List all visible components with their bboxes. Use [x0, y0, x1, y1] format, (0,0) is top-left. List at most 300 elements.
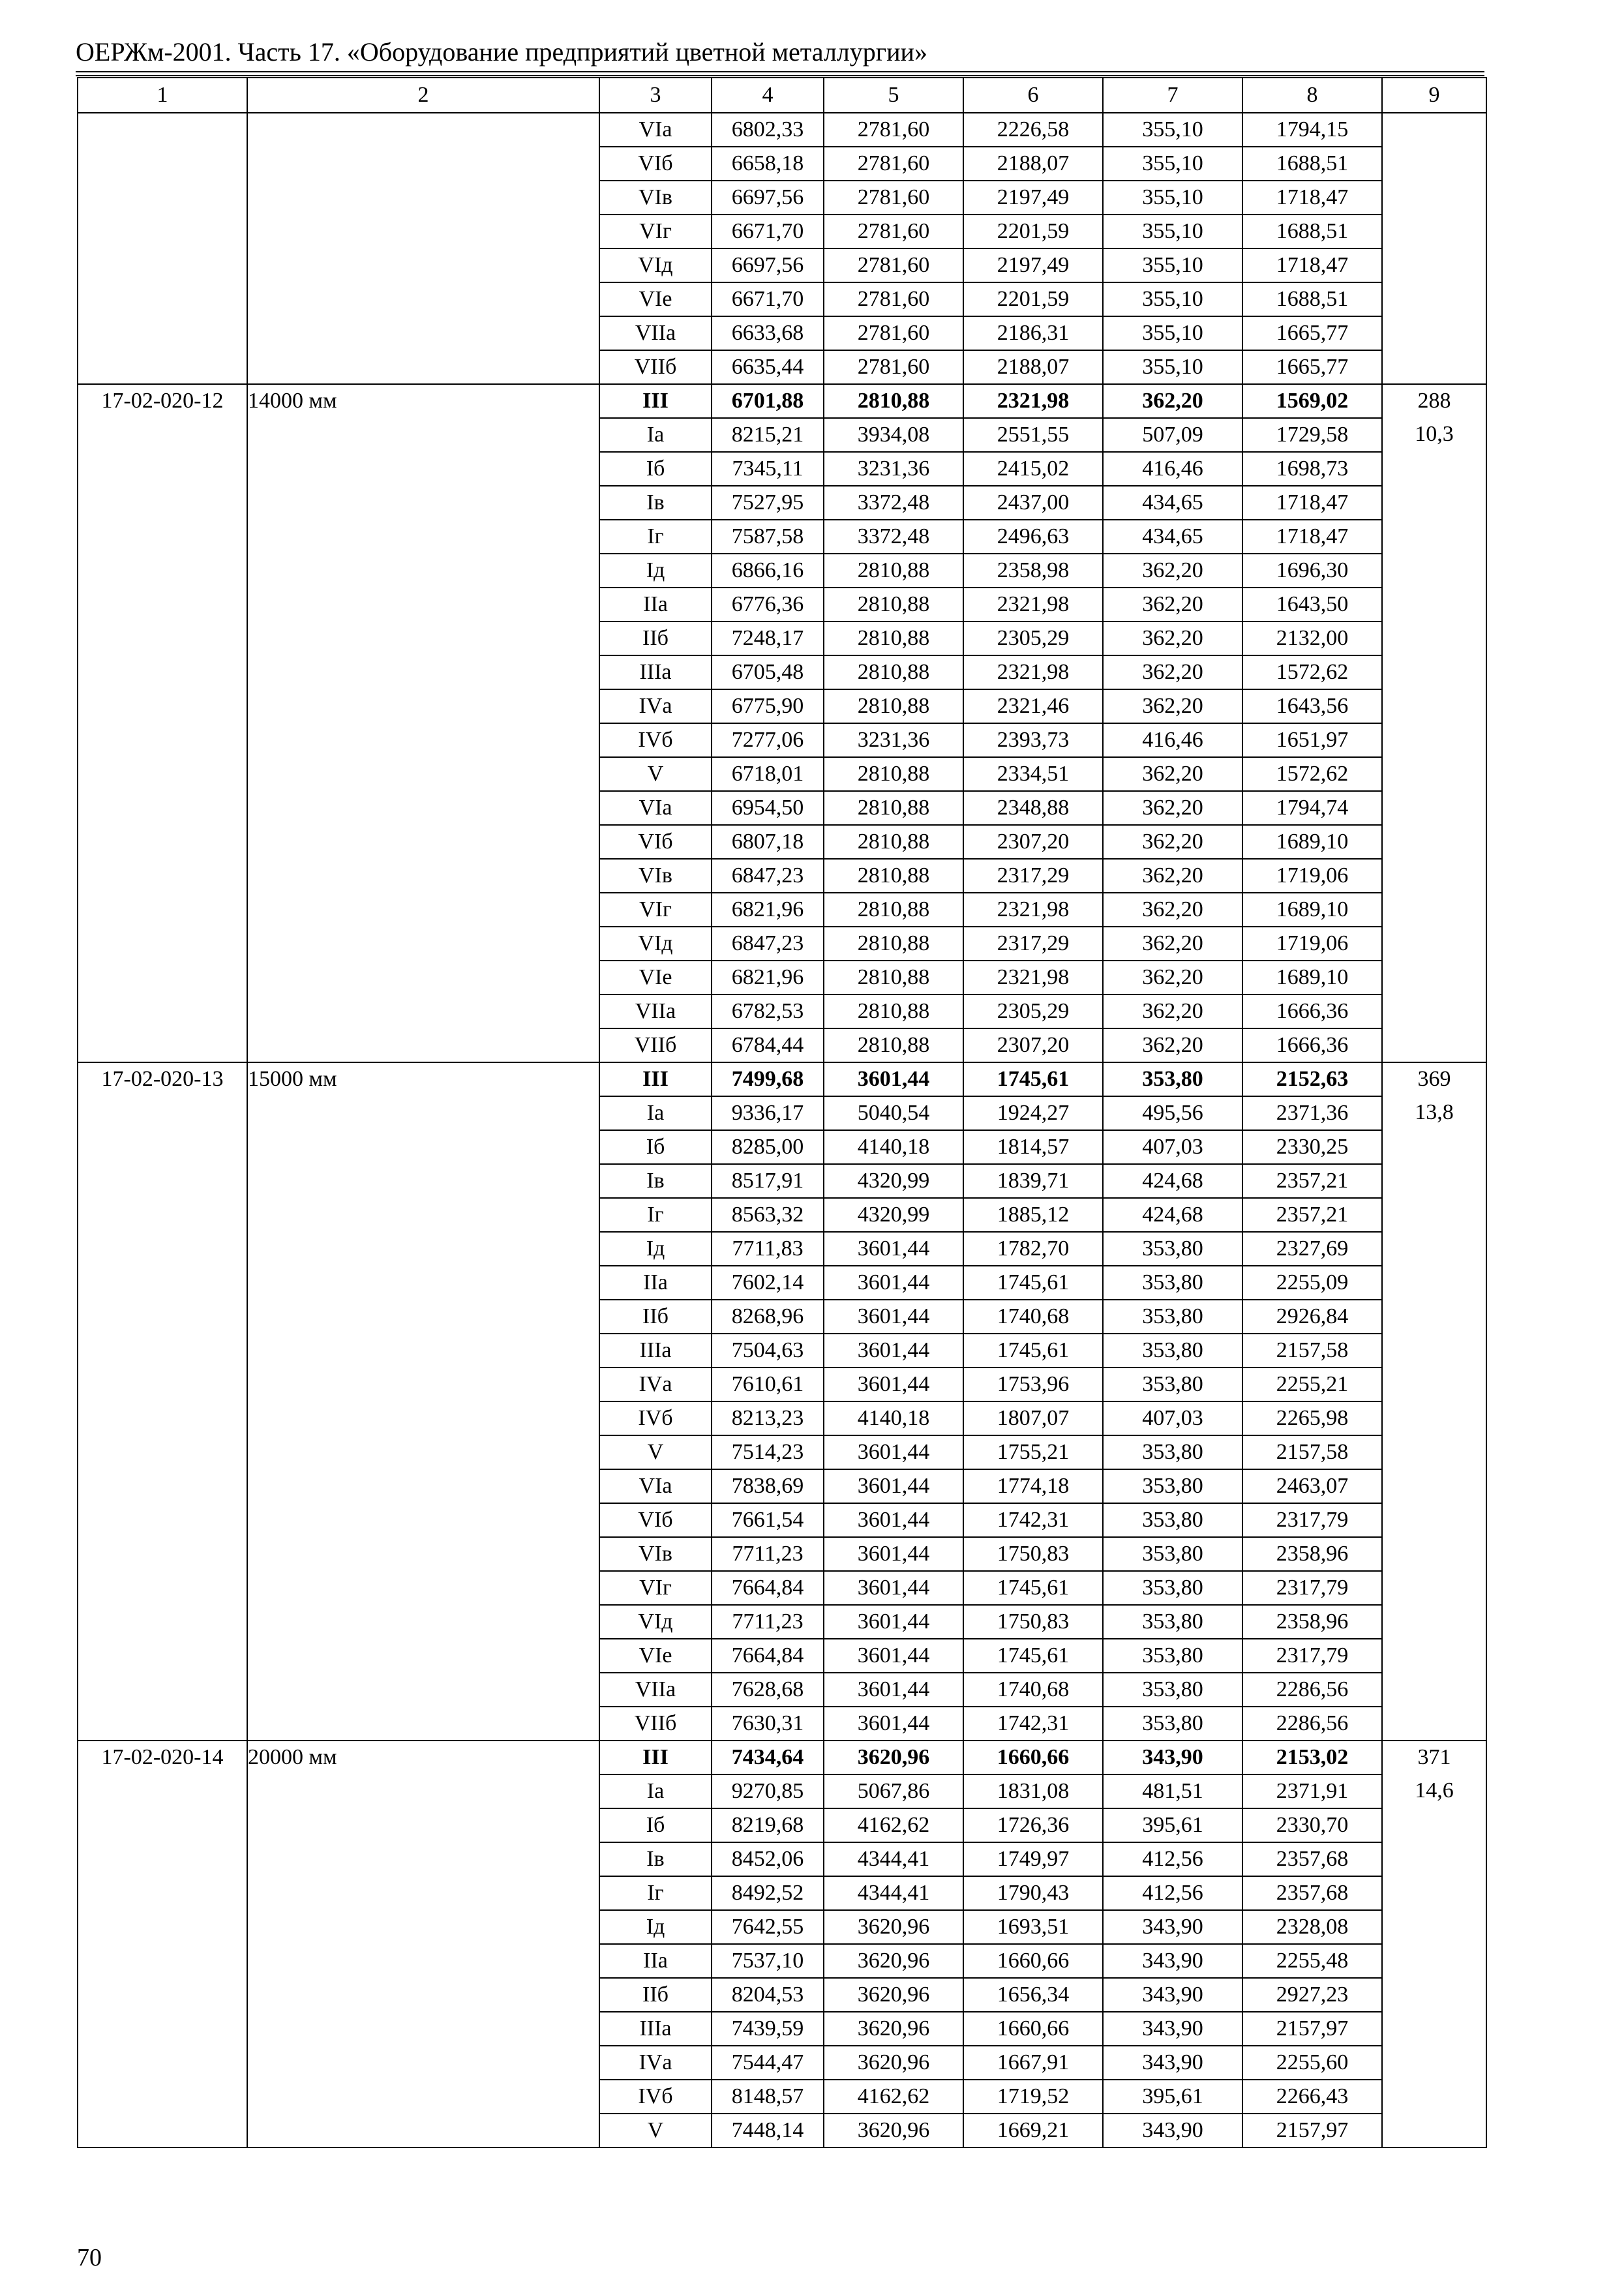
total-cost-cell: 6697,56 [712, 248, 824, 282]
total-cost-cell: 7544,47 [712, 2046, 824, 2080]
col5-cell: 2781,60 [824, 350, 963, 384]
col6-cell: 2307,20 [963, 1028, 1103, 1062]
col8-cell: 1643,56 [1242, 689, 1382, 723]
col7-cell: 362,20 [1103, 859, 1242, 893]
note-cell [1382, 1028, 1486, 1062]
col6-cell: 2317,29 [963, 927, 1103, 961]
row-code-cell [78, 215, 247, 248]
col6-cell: 1749,97 [963, 1842, 1103, 1876]
table-row [78, 1096, 1486, 1130]
table-row [78, 893, 1486, 927]
col7-cell: 353,80 [1103, 1503, 1242, 1537]
row-code-cell [78, 621, 247, 655]
col6-cell: 2226,58 [963, 113, 1103, 147]
table-row [78, 350, 1486, 384]
row-code-cell [78, 1198, 247, 1232]
col7-cell: 355,10 [1103, 215, 1242, 248]
row-name-cell [247, 689, 599, 723]
note-cell [1382, 757, 1486, 791]
table-row [78, 1062, 1486, 1096]
col8-cell: 1718,47 [1242, 248, 1382, 282]
col7-cell: 353,80 [1103, 1062, 1242, 1096]
col6-cell: 2321,98 [963, 655, 1103, 689]
row-code-cell [78, 181, 247, 215]
total-cost-cell: 6705,48 [712, 655, 824, 689]
table-row [78, 248, 1486, 282]
col5-cell: 2810,88 [824, 384, 963, 418]
note-cell [1382, 1808, 1486, 1842]
col6-cell: 1667,91 [963, 2046, 1103, 2080]
total-cost-cell: 6633,68 [712, 316, 824, 350]
table-row [78, 113, 1486, 147]
col8-cell: 2357,21 [1242, 1164, 1382, 1198]
variant-cell: Iа [599, 1774, 712, 1808]
total-cost-cell: 6784,44 [712, 1028, 824, 1062]
row-code-cell [78, 689, 247, 723]
col6-cell: 1790,43 [963, 1876, 1103, 1910]
variant-cell: VIб [599, 147, 712, 181]
total-cost-cell: 7661,54 [712, 1503, 824, 1537]
col6-cell: 2307,20 [963, 825, 1103, 859]
col8-cell: 2157,58 [1242, 1435, 1382, 1469]
table-row [78, 384, 1486, 418]
table-row [78, 1978, 1486, 2012]
total-cost-cell: 8219,68 [712, 1808, 824, 1842]
col5-cell: 2810,88 [824, 927, 963, 961]
col5-cell: 3620,96 [824, 1944, 963, 1978]
col8-cell: 2357,68 [1242, 1876, 1382, 1910]
row-code-cell [78, 1774, 247, 1808]
col8-cell: 1719,06 [1242, 859, 1382, 893]
note-cell [1382, 486, 1486, 520]
variant-cell: Iб [599, 1130, 712, 1164]
table-row [78, 1164, 1486, 1198]
total-cost-cell: 7277,06 [712, 723, 824, 757]
total-cost-cell: 8563,32 [712, 1198, 824, 1232]
note-cell [1382, 1130, 1486, 1164]
total-cost-cell: 8204,53 [712, 1978, 824, 2012]
col7-cell: 362,20 [1103, 825, 1242, 859]
row-name-cell [247, 418, 599, 452]
col6-cell: 1745,61 [963, 1639, 1103, 1673]
row-code-cell [78, 1469, 247, 1503]
col6-cell: 1750,83 [963, 1537, 1103, 1571]
row-name-cell [247, 2012, 599, 2046]
total-cost-cell: 6671,70 [712, 282, 824, 316]
total-cost-cell: 8268,96 [712, 1300, 824, 1334]
table-row [78, 316, 1486, 350]
row-code-cell [78, 113, 247, 147]
variant-cell: VIг [599, 215, 712, 248]
total-cost-cell: 7434,64 [712, 1741, 824, 1774]
table-row [78, 215, 1486, 248]
row-name-cell [247, 1164, 599, 1198]
col7-cell: 353,80 [1103, 1639, 1242, 1673]
col7-cell: 343,90 [1103, 1978, 1242, 2012]
col5-cell: 4344,41 [824, 1876, 963, 1910]
col7-cell: 355,10 [1103, 282, 1242, 316]
col8-cell: 2265,98 [1242, 1401, 1382, 1435]
table-row [78, 486, 1486, 520]
variant-cell: VIе [599, 282, 712, 316]
col8-cell: 2317,79 [1242, 1639, 1382, 1673]
table-row [78, 1876, 1486, 1910]
col8-cell: 2255,60 [1242, 2046, 1382, 2080]
table-row [78, 757, 1486, 791]
total-cost-cell: 7537,10 [712, 1944, 824, 1978]
total-cost-cell: 7587,58 [712, 520, 824, 554]
row-code-cell [78, 1435, 247, 1469]
variant-cell: V [599, 2114, 712, 2147]
col8-cell: 2327,69 [1242, 1232, 1382, 1266]
col5-cell: 3620,96 [824, 2046, 963, 2080]
col-header-6: 6 [963, 78, 1103, 113]
note-cell [1382, 248, 1486, 282]
col6-cell: 1839,71 [963, 1164, 1103, 1198]
col7-cell: 353,80 [1103, 1266, 1242, 1300]
table-row [78, 1605, 1486, 1639]
col5-cell: 2810,88 [824, 655, 963, 689]
row-code-cell [78, 1910, 247, 1944]
col6-cell: 2496,63 [963, 520, 1103, 554]
variant-cell: IVб [599, 1401, 712, 1435]
table-row [78, 1435, 1486, 1469]
col7-cell: 412,56 [1103, 1842, 1242, 1876]
row-name-cell: 15000 мм [247, 1062, 599, 1096]
row-code-cell [78, 1876, 247, 1910]
col6-cell: 1660,66 [963, 1741, 1103, 1774]
row-name-cell [247, 2046, 599, 2080]
col6-cell: 1885,12 [963, 1198, 1103, 1232]
col7-cell: 355,10 [1103, 113, 1242, 147]
variant-cell: VIа [599, 1469, 712, 1503]
variant-cell: Iд [599, 1232, 712, 1266]
row-name-cell [247, 520, 599, 554]
col6-cell: 2305,29 [963, 995, 1103, 1028]
col5-cell: 3620,96 [824, 2114, 963, 2147]
row-code-cell [78, 825, 247, 859]
col6-cell: 2317,29 [963, 859, 1103, 893]
col5-cell: 2810,88 [824, 791, 963, 825]
col5-cell: 2810,88 [824, 757, 963, 791]
col7-cell: 353,80 [1103, 1469, 1242, 1503]
col6-cell: 2321,98 [963, 588, 1103, 621]
table-row [78, 1910, 1486, 1944]
total-cost-cell: 7499,68 [712, 1062, 824, 1096]
col6-cell: 2358,98 [963, 554, 1103, 588]
variant-cell: III [599, 384, 712, 418]
variant-cell: IIIа [599, 2012, 712, 2046]
total-cost-cell: 6802,33 [712, 113, 824, 147]
row-name-cell: 14000 мм [247, 384, 599, 418]
col6-cell: 1745,61 [963, 1571, 1103, 1605]
col5-cell: 3620,96 [824, 1741, 963, 1774]
variant-cell: Iд [599, 554, 712, 588]
col5-cell: 2810,88 [824, 621, 963, 655]
col7-cell: 395,61 [1103, 2080, 1242, 2114]
row-code-cell [78, 859, 247, 893]
col8-cell: 1666,36 [1242, 995, 1382, 1028]
col5-cell: 3601,44 [824, 1571, 963, 1605]
table-row [78, 554, 1486, 588]
col8-cell: 2152,63 [1242, 1062, 1382, 1096]
table-row [78, 859, 1486, 893]
col7-cell: 395,61 [1103, 1808, 1242, 1842]
col8-cell: 1718,47 [1242, 520, 1382, 554]
variant-cell: IVа [599, 2046, 712, 2080]
col5-cell: 3372,48 [824, 486, 963, 520]
row-code-cell [78, 655, 247, 689]
col7-cell: 362,20 [1103, 655, 1242, 689]
row-code-cell [78, 893, 247, 927]
col8-cell: 1729,58 [1242, 418, 1382, 452]
row-code-cell [78, 316, 247, 350]
row-code-cell [78, 961, 247, 995]
variant-cell: VIг [599, 1571, 712, 1605]
total-cost-cell: 6658,18 [712, 147, 824, 181]
col8-cell: 1696,30 [1242, 554, 1382, 588]
col6-cell: 1740,68 [963, 1300, 1103, 1334]
col7-cell: 343,90 [1103, 2012, 1242, 2046]
row-code-cell [78, 2080, 247, 2114]
col6-cell: 1660,66 [963, 2012, 1103, 2046]
row-code-cell [78, 350, 247, 384]
col5-cell: 3620,96 [824, 1978, 963, 2012]
col5-cell: 2781,60 [824, 113, 963, 147]
note-cell [1382, 2114, 1486, 2147]
row-name-cell [247, 1808, 599, 1842]
row-name-cell [247, 1028, 599, 1062]
table-row [78, 1198, 1486, 1232]
col6-cell: 1814,57 [963, 1130, 1103, 1164]
row-code-cell [78, 520, 247, 554]
note-cell [1382, 1571, 1486, 1605]
row-code-cell [78, 1232, 247, 1266]
variant-cell: VIд [599, 1605, 712, 1639]
row-name-cell [247, 927, 599, 961]
variant-cell: IIIа [599, 1334, 712, 1368]
row-code-cell [78, 1639, 247, 1673]
total-cost-cell: 7610,61 [712, 1368, 824, 1401]
row-code-cell [78, 757, 247, 791]
col5-cell: 2781,60 [824, 316, 963, 350]
variant-cell: Iг [599, 1876, 712, 1910]
col6-cell: 2334,51 [963, 757, 1103, 791]
row-name-cell [247, 655, 599, 689]
note-cell [1382, 995, 1486, 1028]
row-name-cell [247, 1435, 599, 1469]
col6-cell: 2321,98 [963, 961, 1103, 995]
row-name-cell [247, 1334, 599, 1368]
variant-cell: Iд [599, 1910, 712, 1944]
table-row [78, 927, 1486, 961]
note-cell [1382, 1537, 1486, 1571]
note-cell [1382, 1469, 1486, 1503]
col7-cell: 353,80 [1103, 1368, 1242, 1401]
col8-cell: 1666,36 [1242, 1028, 1382, 1062]
row-name-cell [247, 2114, 599, 2147]
col8-cell: 2371,91 [1242, 1774, 1382, 1808]
col8-cell: 1643,50 [1242, 588, 1382, 621]
col5-cell: 3601,44 [824, 1605, 963, 1639]
table-row [78, 1707, 1486, 1741]
col6-cell: 1693,51 [963, 1910, 1103, 1944]
row-name-cell [247, 113, 599, 147]
row-name-cell [247, 757, 599, 791]
note-cell [1382, 1164, 1486, 1198]
row-name-cell [247, 1368, 599, 1401]
row-code-cell [78, 554, 247, 588]
col5-cell: 5040,54 [824, 1096, 963, 1130]
col8-cell: 1794,74 [1242, 791, 1382, 825]
col6-cell: 1755,21 [963, 1435, 1103, 1469]
row-code-cell [78, 2114, 247, 2147]
table-row [78, 825, 1486, 859]
col7-cell: 353,80 [1103, 1537, 1242, 1571]
variant-cell: IIб [599, 1300, 712, 1334]
col7-cell: 362,20 [1103, 554, 1242, 588]
note-cell [1382, 1605, 1486, 1639]
note-cell [1382, 791, 1486, 825]
row-code-cell [78, 791, 247, 825]
variant-cell: VIа [599, 791, 712, 825]
row-name-cell [247, 1537, 599, 1571]
row-name-cell [247, 1571, 599, 1605]
total-cost-cell: 6718,01 [712, 757, 824, 791]
col-header-8: 8 [1242, 78, 1382, 113]
variant-cell: VIе [599, 1639, 712, 1673]
row-name-cell [247, 181, 599, 215]
row-code-cell [78, 1605, 247, 1639]
total-cost-cell: 7664,84 [712, 1571, 824, 1605]
col8-cell: 2317,79 [1242, 1503, 1382, 1537]
note-cell [1382, 1842, 1486, 1876]
col7-cell: 353,80 [1103, 1571, 1242, 1605]
row-name-cell [247, 248, 599, 282]
variant-cell: Iа [599, 1096, 712, 1130]
row-code-cell [78, 588, 247, 621]
table-row [78, 1842, 1486, 1876]
total-cost-cell: 8285,00 [712, 1130, 824, 1164]
col7-cell: 355,10 [1103, 316, 1242, 350]
col8-cell: 2357,68 [1242, 1842, 1382, 1876]
col6-cell: 1831,08 [963, 1774, 1103, 1808]
col8-cell: 1689,10 [1242, 893, 1382, 927]
table-row [78, 791, 1486, 825]
table-row [78, 1300, 1486, 1334]
col6-cell: 2321,98 [963, 384, 1103, 418]
note-cell: 369 [1382, 1062, 1486, 1096]
col6-cell: 2188,07 [963, 350, 1103, 384]
row-code-cell [78, 927, 247, 961]
col6-cell: 1745,61 [963, 1062, 1103, 1096]
page-number: 70 [77, 2244, 102, 2271]
total-cost-cell: 7838,69 [712, 1469, 824, 1503]
variant-cell: Iв [599, 1842, 712, 1876]
row-name-cell [247, 215, 599, 248]
col7-cell: 362,20 [1103, 995, 1242, 1028]
col8-cell: 2157,97 [1242, 2114, 1382, 2147]
table-row [78, 689, 1486, 723]
note-cell [1382, 1401, 1486, 1435]
variant-cell: VIIа [599, 1673, 712, 1707]
variant-cell: Iв [599, 1164, 712, 1198]
variant-cell: IIб [599, 621, 712, 655]
col-header-4: 4 [712, 78, 824, 113]
col8-cell: 2255,21 [1242, 1368, 1382, 1401]
total-cost-cell: 6847,23 [712, 927, 824, 961]
row-name-cell [247, 350, 599, 384]
note-cell [1382, 350, 1486, 384]
col8-cell: 2317,79 [1242, 1571, 1382, 1605]
col6-cell: 1742,31 [963, 1707, 1103, 1741]
row-name-cell [247, 1300, 599, 1334]
table-row [78, 621, 1486, 655]
col7-cell: 343,90 [1103, 2046, 1242, 2080]
variant-cell: VIа [599, 113, 712, 147]
table-row [78, 1368, 1486, 1401]
row-code-cell [78, 1707, 247, 1741]
total-cost-cell: 6821,96 [712, 893, 824, 927]
col5-cell: 3601,44 [824, 1334, 963, 1368]
variant-cell: VIв [599, 1537, 712, 1571]
col6-cell: 2186,31 [963, 316, 1103, 350]
row-name-cell [247, 621, 599, 655]
total-cost-cell: 6671,70 [712, 215, 824, 248]
row-code-cell [78, 282, 247, 316]
col5-cell: 3601,44 [824, 1639, 963, 1673]
row-name-cell [247, 1673, 599, 1707]
variant-cell: Iг [599, 520, 712, 554]
col7-cell: 353,80 [1103, 1334, 1242, 1368]
row-name-cell [247, 2080, 599, 2114]
note-cell [1382, 452, 1486, 486]
total-cost-cell: 7248,17 [712, 621, 824, 655]
col7-cell: 355,10 [1103, 181, 1242, 215]
col6-cell: 2321,98 [963, 893, 1103, 927]
variant-cell: V [599, 1435, 712, 1469]
variant-cell: IIа [599, 1266, 712, 1300]
total-cost-cell: 6954,50 [712, 791, 824, 825]
variant-cell: VIе [599, 961, 712, 995]
table-row [78, 2012, 1486, 2046]
row-code-cell [78, 1300, 247, 1334]
table-row [78, 1571, 1486, 1605]
total-cost-cell: 7664,84 [712, 1639, 824, 1673]
note-cell [1382, 825, 1486, 859]
row-code-cell: 17-02-020-12 [78, 384, 247, 418]
table-row [78, 418, 1486, 452]
variant-cell: IIб [599, 1978, 712, 2012]
row-code-cell [78, 418, 247, 452]
variant-cell: IIа [599, 1944, 712, 1978]
col6-cell: 1782,70 [963, 1232, 1103, 1266]
row-name-cell [247, 1232, 599, 1266]
col5-cell: 2810,88 [824, 893, 963, 927]
col7-cell: 353,80 [1103, 1707, 1242, 1741]
rates-table [77, 77, 1487, 2148]
col5-cell: 2781,60 [824, 215, 963, 248]
row-code-cell [78, 147, 247, 181]
col5-cell: 3601,44 [824, 1266, 963, 1300]
col-header-7: 7 [1103, 78, 1242, 113]
table-row [78, 1639, 1486, 1673]
note-cell [1382, 215, 1486, 248]
row-code-cell [78, 1571, 247, 1605]
col5-cell: 2810,88 [824, 588, 963, 621]
col-header-1: 1 [78, 78, 247, 113]
row-name-cell [247, 1639, 599, 1673]
